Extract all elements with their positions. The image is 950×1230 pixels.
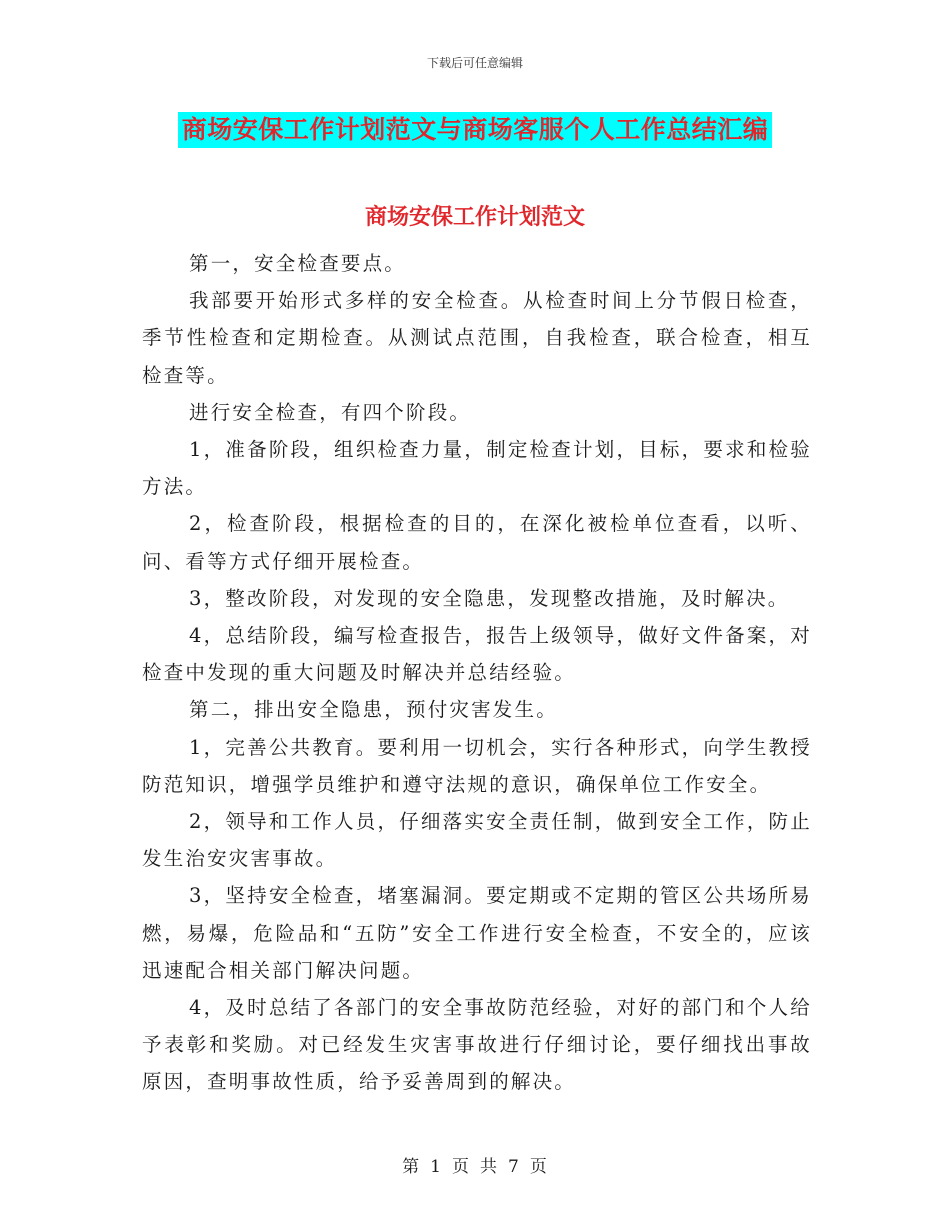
section-title: 商场安保工作计划范文	[364, 204, 585, 230]
paragraph: 2，检查阶段，根据检查的目的，在深化被检单位查看，以听、问、看等方式仔细开展检查。	[142, 512, 812, 573]
paragraph: 进行安全检查，有四个阶段。	[189, 400, 472, 424]
total-pages: 7	[508, 1157, 520, 1177]
document-body	[142, 245, 812, 1101]
page-prefix: 第	[402, 1157, 421, 1177]
paragraph: 1，完善公共教育。要利用一切机会，实行各种形式，向学生教授防范知识，增强学员维护和遵守法规的意识，确保单位工作安全。	[142, 735, 812, 796]
paragraph: 第二，排出安全隐患，预付灾害发生。	[189, 698, 558, 722]
paragraph: 我部要开始形式多样的安全检查。从检查时间上分节假日检查，季节性检查和定期检查。从测试点范围，自我检查，联合检查，相互检查等。	[142, 289, 812, 387]
paragraph: 第一，安全检查要点。	[189, 252, 407, 275]
paragraph: 4，总结阶段，编写检查报告，报告上级领导，做好文件备案，对检查中发现的重大问题及时解决并总结经验。	[142, 624, 812, 685]
paragraph: 3，坚持安全检查，堵塞漏洞。要定期或不定期的管区公共场所易燃，易爆，危险品和“五防”安全工作进行安全检查，不安全的，应该迅速配合相关部门解决问题。	[142, 884, 812, 982]
page-number: 1	[430, 1157, 442, 1177]
page-mid: 页	[452, 1157, 470, 1177]
document-title-container	[0, 112, 950, 148]
total-prefix: 共	[480, 1157, 498, 1177]
document-title: 商场安保工作计划范文与商场客服个人工作总结汇编	[178, 112, 773, 148]
total-suffix: 页	[529, 1157, 548, 1177]
page-footer	[0, 1152, 950, 1177]
paragraph: 4，及时总结了各部门的安全事故防范经验，对好的部门和个人给予表彰和奖励。对已经发生灾害事故进行仔细讨论，要仔细找出事故原因，查明事故性质，给予妥善周到的解决。	[142, 996, 812, 1094]
paragraph: 2，领导和工作人员，仔细落实安全责任制，做到安全工作，防止发生治安灾害事故。	[142, 810, 812, 871]
paragraph: 3，整改阶段，对发现的安全隐患，发现整改措施，及时解决。	[189, 586, 790, 610]
header-note: 下载后可任意编辑	[426, 56, 523, 70]
paragraph: 1，准备阶段，组织检查力量，制定检查计划，目标，要求和检验方法。	[142, 438, 812, 499]
